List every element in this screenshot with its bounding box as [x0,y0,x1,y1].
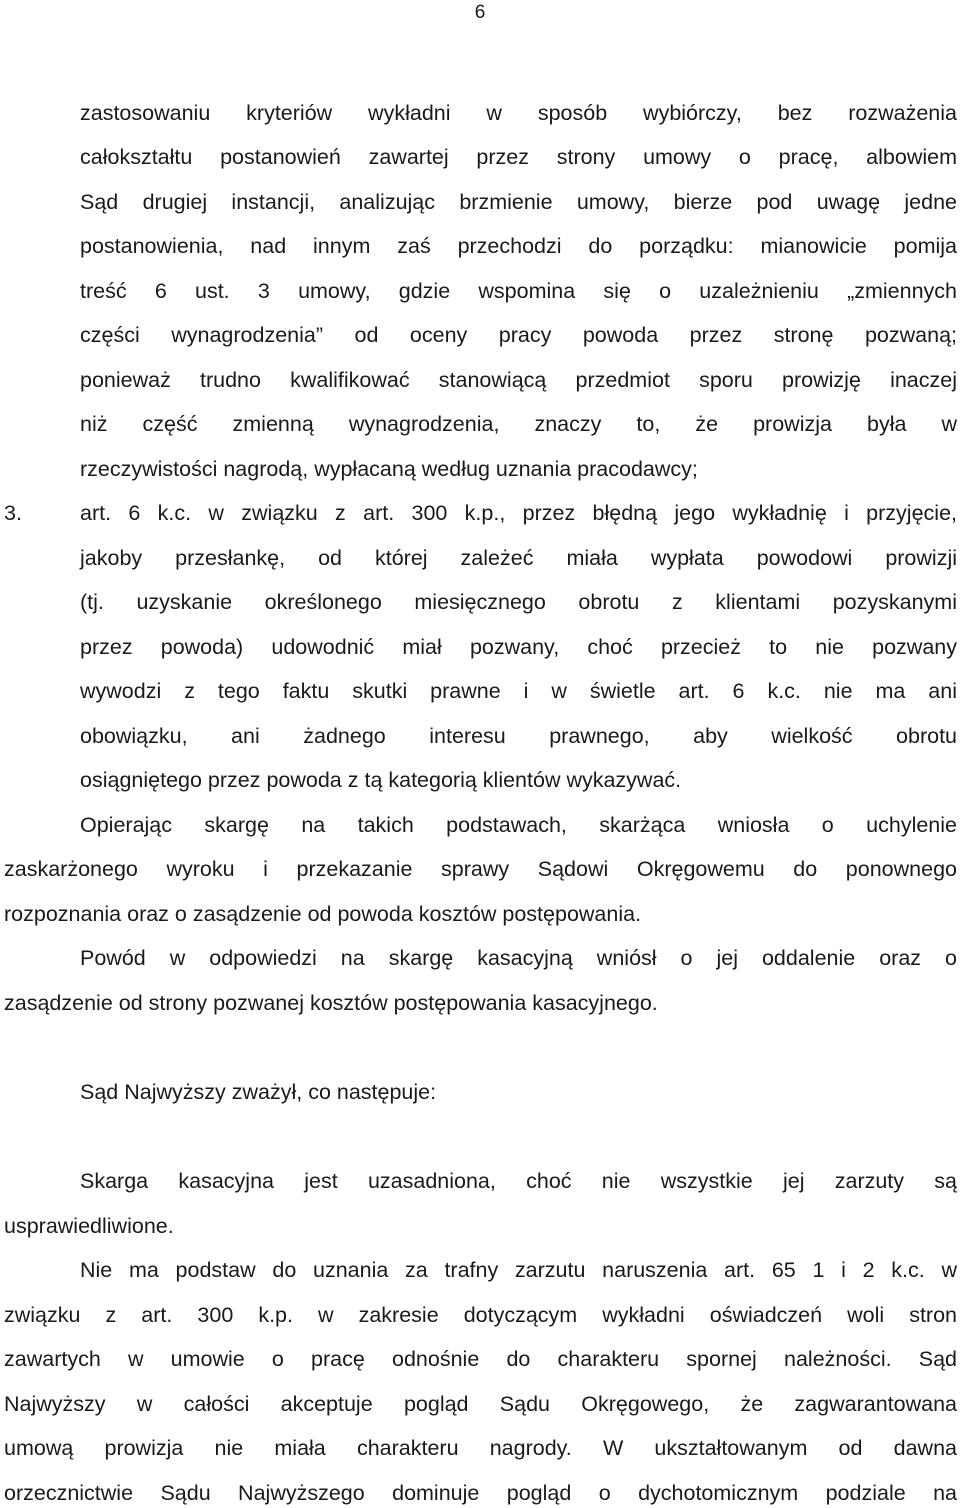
text-line: usprawiedliwione. [4,1214,174,1238]
text-line: obowiązku, ani żadnego interesu prawnego, aby wielkość obrotu [80,724,957,748]
text-line: rozpoznania oraz o zasądzenie od powoda kosztów postępowania. [4,902,642,926]
text-line: części wynagrodzenia” od oceny pracy powoda przez stronę pozwaną; [80,323,957,347]
text-line: umową prowizja nie miała charakteru nagrody. W ukształtowanym od dawna [4,1436,957,1460]
text-line: Opierając skargę na takich podstawach, skarżąca wniosła o uchylenie [80,813,957,837]
text-line: (tj. uzyskanie określonego miesięcznego obrotu z klientami pozyskanymi [80,590,957,614]
text-line: treść 6 ust. 3 umowy, gdzie wspomina się o uzależnieniu „zmiennych [80,279,957,303]
text-line: przez powoda) udowodnić miał pozwany, choć przecież to nie pozwany [80,635,957,659]
text-line: niż część zmienną wynagrodzenia, znaczy to, że prowizja była w [80,412,957,436]
text-line: Skarga kasacyjna jest uzasadniona, choć nie wszystkie jej zarzuty są [80,1169,957,1193]
page-number: 6 [474,2,486,23]
text-line: zastosowaniu kryteriów wykładni w sposób wybiórczy, bez rozważenia [80,101,957,125]
text-line: zawartych w umowie o pracę odnośnie do charakteru spornej należności. Sąd [4,1347,957,1371]
text-line: jakoby przesłankę, od której zależeć miała wypłata powodowi prowizji [80,546,957,570]
text-line: postanowienia, nad innym zaś przechodzi do porządku: mianowicie pomija [80,234,957,258]
text-line: związku z art. 300 k.p. w zakresie dotyczącym wykładni oświadczeń woli stron [4,1303,957,1327]
text-line: zaskarżonego wyroku i przekazanie sprawy Sądowi Okręgowemu do ponownego [4,857,957,881]
text-line: całokształtu postanowień zawartej przez strony umowy o pracę, albowiem [80,145,957,169]
text-line: ponieważ trudno kwalifikować stanowiącą przedmiot sporu prowizję inaczej [80,368,957,392]
text-line: osiągniętego przez powoda z tą kategorią klientów wykazywać. [80,768,682,792]
text-line: rzeczywistości nagrodą, wypłacaną według uznania pracodawcy; [80,457,698,481]
text-line: Najwyższy w całości akceptuje pogląd Sądu Okręgowego, że zagwarantowana [4,1392,957,1416]
text-line: Sąd drugiej instancji, analizując brzmienie umowy, bierze pod uwagę jedne [80,190,957,214]
list-item-number: 3. [4,501,22,525]
text-line: art. 6 k.c. w związku z art. 300 k.p., przez błędną jego wykładnię i przyjęcie, [80,501,957,525]
text-line: Powód w odpowiedzi na skargę kasacyjną wniósł o jej oddalenie oraz o [80,946,957,970]
text-line: Nie ma podstaw do uznania za trafny zarzutu naruszenia art. 65 1 i 2 k.c. w [80,1258,957,1282]
text-line: zasądzenie od strony pozwanej kosztów postępowania kasacyjnego. [4,991,658,1015]
text-line: wywodzi z tego faktu skutki prawne i w świetle art. 6 k.c. nie ma ani [80,679,957,703]
heading-text: Sąd Najwyższy zważył, co następuje: [80,1080,437,1104]
text-line: orzecznictwie Sądu Najwyższego dominuje pogląd o dychotomicznym podziale na [4,1481,957,1505]
